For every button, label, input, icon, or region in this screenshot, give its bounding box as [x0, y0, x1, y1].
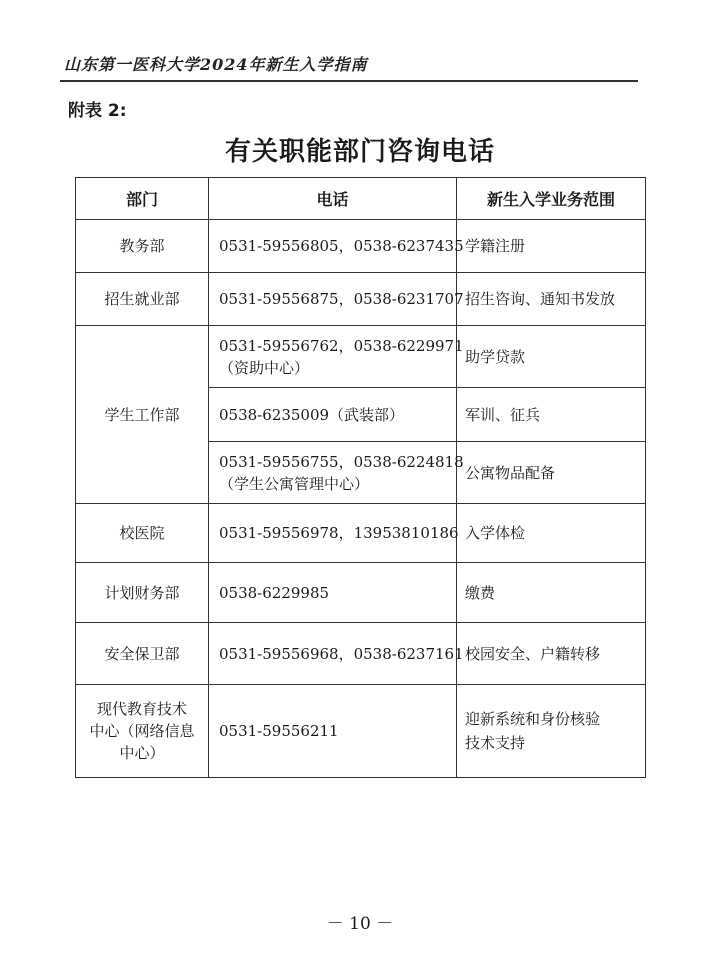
table-row	[76, 504, 646, 563]
header-rule	[60, 80, 638, 82]
scope-cell	[457, 685, 646, 778]
department-cell: 教务部	[76, 220, 209, 273]
phone-cell: 0538-6229985	[209, 563, 457, 623]
department-line: 现代教育技术	[96, 700, 187, 718]
table-row	[76, 273, 646, 326]
phone-note: （学生公寓管理中心）	[219, 474, 370, 493]
phone-cell: 0531-59556978，13953810186	[209, 504, 457, 563]
table-row	[76, 623, 646, 685]
phone-cell: 0531-59556968，0538-6237161	[209, 623, 457, 685]
department-line: 中心）	[119, 744, 165, 762]
department-cell	[76, 685, 209, 778]
department-cell: 计划财务部	[76, 563, 209, 623]
contact-table	[75, 177, 646, 778]
scope-cell: 招生咨询、通知书发放	[457, 273, 646, 326]
scope-line: 技术支持	[465, 734, 526, 752]
scope-line: 迎新系统和身份核验	[465, 710, 601, 728]
phone-cell: 0531-59556875，0538-6231707	[209, 273, 457, 326]
table-row	[76, 326, 646, 388]
department-line: 中心（网络信息	[89, 722, 195, 740]
scope-cell: 公寓物品配备	[457, 442, 646, 504]
phone-cell: 0531-59556805，0538-6237435	[209, 220, 457, 273]
column-header-scope: 新生入学业务范围	[457, 178, 646, 220]
department-cell: 学生工作部	[76, 326, 209, 504]
scope-cell: 校园安全、户籍转移	[457, 623, 646, 685]
scope-cell: 入学体检	[457, 504, 646, 563]
department-cell: 校医院	[76, 504, 209, 563]
table-row	[76, 220, 646, 273]
phone-cell	[209, 442, 464, 504]
appendix-label: 附表 2:	[68, 101, 127, 121]
scope-cell: 学籍注册	[457, 220, 646, 273]
column-header-department: 部门	[76, 178, 209, 220]
page-number: － 10 －	[326, 914, 394, 934]
scope-cell: 助学贷款	[457, 326, 646, 388]
scope-cell: 缴费	[457, 563, 646, 623]
table-row	[76, 563, 646, 623]
phone-cell: 0538-6235009（武装部）	[209, 388, 457, 442]
phone-cell: 0531-59556211	[209, 685, 457, 778]
table-row	[76, 685, 646, 778]
phone-note: （资助中心）	[219, 358, 310, 377]
phone-line: 0531-59556762，0538-6229971	[219, 336, 464, 355]
department-cell: 招生就业部	[76, 273, 209, 326]
page-title: 有关职能部门咨询电话	[224, 137, 495, 167]
table-header-row	[76, 178, 646, 220]
scope-cell: 军训、征兵	[457, 388, 646, 442]
phone-cell	[209, 326, 464, 388]
department-cell: 安全保卫部	[76, 623, 209, 685]
running-header: 山东第一医科大学2024年新生入学指南	[64, 55, 368, 74]
phone-line: 0531-59556755，0538-6224818	[219, 452, 464, 471]
column-header-phone: 电话	[209, 178, 457, 220]
